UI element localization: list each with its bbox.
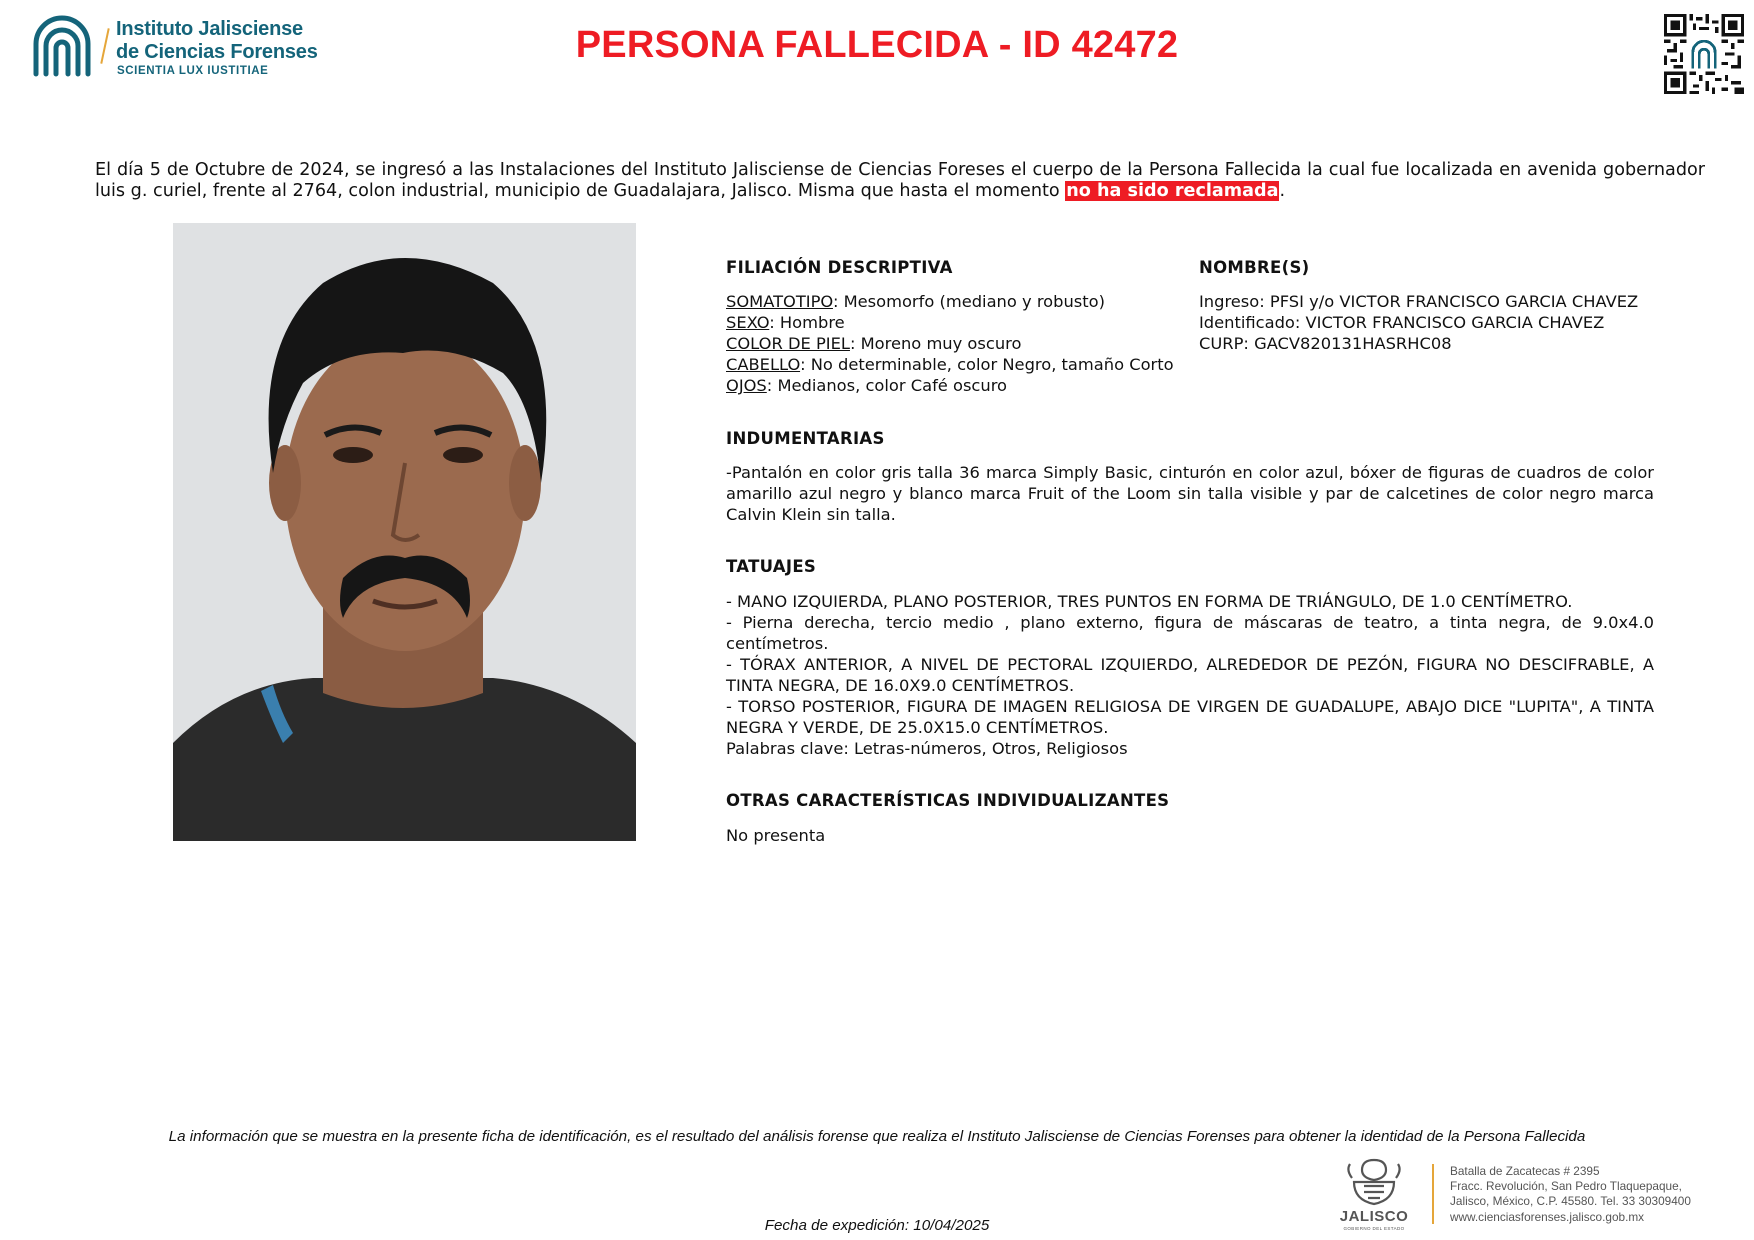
institute-address bbox=[1450, 1164, 1750, 1225]
logo-name-line1: Instituto Jalisciense bbox=[116, 18, 303, 40]
otras-caracteristicas-text: No presenta bbox=[726, 826, 826, 845]
tatuaje-item: - Pierna derecha, tercio medio , plano externo, figura de máscaras de teatro, a tinta negra, de 9.0x4.0 centímetros. bbox=[726, 613, 1654, 653]
palabras-clave: Palabras clave: Letras-números, Otros, Religiosos bbox=[726, 739, 1128, 758]
fecha-expedicion: Fecha de expedición: 10/04/2025 bbox=[764, 1217, 990, 1234]
cabello-label: CABELLO bbox=[726, 355, 801, 374]
filiacion-list bbox=[726, 291, 1196, 396]
intro-paragraph bbox=[95, 160, 1705, 202]
filiacion-heading: FILIACIÓN DESCRIPTIVA bbox=[726, 258, 953, 277]
sexo-row bbox=[726, 312, 1196, 333]
nombres-heading: NOMBRE(S) bbox=[1199, 258, 1310, 277]
tatuaje-item: - TORSO POSTERIOR, FIGURA DE IMAGEN RELIGIOSA DE VIRGEN DE GUADALUPE, ABAJO DICE "LUPITA", A TINTA NEGRA Y VERDE, DE 25.0X15.0 CENTÍMETROS. bbox=[726, 697, 1654, 737]
otras-caracteristicas-heading: OTRAS CARACTERÍSTICAS INDIVIDUALIZANTES bbox=[726, 791, 1170, 810]
sexo-value: : Hombre bbox=[769, 313, 845, 332]
somatotipo-row bbox=[726, 291, 1196, 312]
deceased-photo bbox=[173, 223, 636, 841]
page-title: PERSONA FALLECIDA - ID 42472 bbox=[575, 24, 1179, 66]
address-line: Batalla de Zacatecas # 2395 bbox=[1450, 1164, 1600, 1178]
somatotipo-label: SOMATOTIPO bbox=[726, 292, 833, 311]
color-piel-value: : Moreno muy oscuro bbox=[849, 334, 1022, 353]
somatotipo-value: : Mesomorfo (mediano y robusto) bbox=[832, 292, 1105, 311]
qr-code[interactable] bbox=[1664, 14, 1744, 94]
address-line: Jalisco, México, C.P. 45580. Tel. 33 30309400 bbox=[1450, 1194, 1691, 1209]
color-piel-label: COLOR DE PIEL bbox=[726, 334, 850, 353]
indumentarias-text: -Pantalón en color gris talla 36 marca Simply Basic, cinturón en color azul, bóxer de figuras de cuadros de color amarillo azul negro y blanco marca Fruit of the Loom sin talla visible y par de calcetines de color negro marca Calvin Klein sin talla. bbox=[726, 463, 1654, 524]
curp: CURP: GACV820131HASRHC08 bbox=[1199, 334, 1452, 353]
disclaimer: La información que se muestra en la presente ficha de identificación, es el resultado del análisis forense que realiza el Instituto Jalisciense de Ciencias Forenses para obtener la identidad de la Persona Fallecida bbox=[168, 1128, 1586, 1145]
cabello-value: : No determinable, color Negro, tamaño Corto bbox=[800, 355, 1174, 374]
cabello-row bbox=[726, 354, 1196, 375]
intro-text: El día 5 de Octubre de 2024, se ingresó a las Instalaciones del Instituto Jalisciense de Ciencias Foreses el cuerpo de la Persona Fallecida la cual fue localizada en avenida gobernador luis g. curiel, frente al 2764, colon industrial, municipio de Guadalajara, Jalisco. Misma que hasta el momento bbox=[95, 160, 1705, 201]
nombre-ingreso: Ingreso: PFSI y/o VICTOR FRANCISCO GARCIA CHAVEZ bbox=[1199, 292, 1639, 311]
sexo-label: SEXO bbox=[726, 313, 770, 332]
tatuajes-list bbox=[726, 591, 1654, 759]
jalisco-sublabel: GOBIERNO DEL ESTADO bbox=[1343, 1226, 1405, 1231]
tatuaje-item: - MANO IZQUIERDA, PLANO POSTERIOR, TRES PUNTOS EN FORMA DE TRIÁNGULO, DE 1.0 CENTÍMETRO. bbox=[726, 592, 1573, 611]
ojos-label: OJOS bbox=[726, 376, 767, 395]
nombre-identificado: Identificado: VICTOR FRANCISCO GARCIA CHAVEZ bbox=[1199, 313, 1605, 332]
website-link[interactable]: www.cienciasforenses.jalisco.gob.mx bbox=[1450, 1209, 1645, 1224]
nombres-list bbox=[1199, 291, 1659, 354]
ojos-value: : Medianos, color Café oscuro bbox=[766, 376, 1008, 395]
jalisco-crest-icon bbox=[1324, 1156, 1424, 1208]
logo-name-line2: de Ciencias Forenses bbox=[116, 41, 318, 63]
unclaimed-highlight: no ha sido reclamada bbox=[1066, 181, 1279, 201]
jalisco-logo bbox=[1324, 1156, 1424, 1236]
intro-end: . bbox=[1279, 181, 1286, 201]
tatuaje-item: - TÓRAX ANTERIOR, A NIVEL DE PECTORAL IZQUIERDO, ALREDEDOR DE PEZÓN, FIGURA NO DESCIFRABLE, A TINTA NEGRA, DE 16.0X9.0 CENTÍMETROS. bbox=[726, 655, 1654, 695]
indumentarias-heading: INDUMENTARIAS bbox=[726, 429, 885, 448]
color-piel-row bbox=[726, 333, 1196, 354]
tatuajes-heading: TATUAJES bbox=[726, 557, 817, 576]
ojos-row bbox=[726, 375, 1196, 396]
address-line: Fracc. Revolución, San Pedro Tlaquepaque, bbox=[1450, 1179, 1682, 1194]
footer-separator bbox=[1432, 1164, 1434, 1224]
jalisco-label: JALISCO bbox=[1339, 1208, 1409, 1225]
logo-motto: SCIENTIA LUX IUSTITIAE bbox=[117, 65, 269, 77]
